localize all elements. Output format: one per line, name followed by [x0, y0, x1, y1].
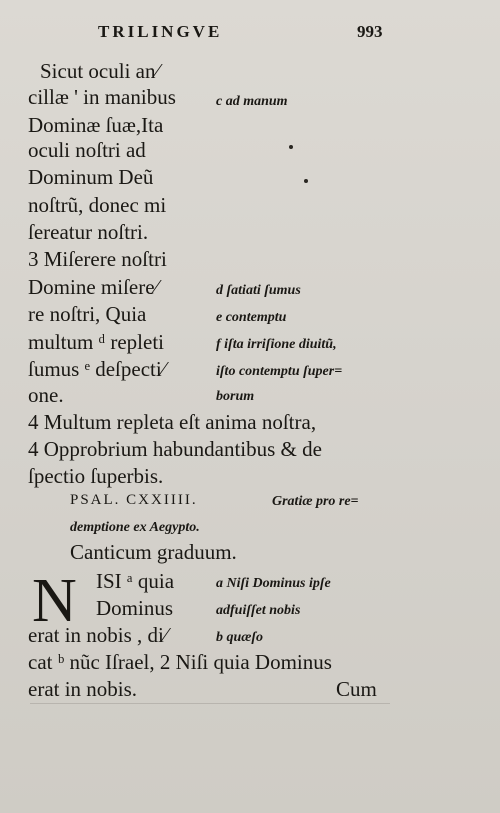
main-line: 4 Multum repleta eſt anima noſtra,	[28, 410, 317, 434]
psalm-line: Dominus	[96, 596, 174, 620]
main-line: 3 Miſerere noſtri	[28, 247, 167, 271]
margin-gloss: c ad manum	[216, 94, 288, 109]
psalm-gloss: a Niſi Dominus ipſe	[216, 576, 331, 591]
psalm-subtitle: Canticum graduum.	[70, 540, 237, 564]
margin-gloss: borum	[216, 389, 255, 404]
main-line: oculi noſtri ad	[28, 138, 146, 162]
main-line: re noſtri, Quia	[28, 302, 147, 326]
psalm-heading-note: demptione ex Aegypto.	[70, 520, 200, 535]
psalm-line: erat in nobis.	[28, 677, 138, 701]
main-line: ſereatur noſtri.	[28, 220, 149, 244]
margin-gloss: d ſatiati ſumus	[216, 283, 301, 298]
main-line: Dominæ ſuæ,Ita	[28, 113, 164, 137]
main-line: multum ᵈ repleti	[28, 330, 165, 354]
drop-cap: N	[32, 567, 77, 635]
psalm-gloss: adfuiſſet nobis	[216, 603, 301, 618]
catchword: Cum	[336, 677, 377, 701]
main-line: cillæ ' in manibus	[28, 85, 176, 109]
psalm-heading-note: Gratiæ pro re=	[272, 494, 359, 509]
psalm-heading: PSAL. CXXIIII.	[70, 492, 198, 508]
main-line: ſpectio ſuperbis.	[28, 464, 164, 488]
margin-gloss: iſto contemptu ſuper=	[216, 364, 343, 379]
main-line: 4 Opprobrium habundantibus & de	[28, 437, 322, 461]
psalm-line: cat ᵇ nũc Iſrael, 2 Niſi quia Dominus	[28, 650, 332, 674]
main-line: Domine miſere⁄	[28, 275, 159, 299]
page-number: 993	[357, 22, 383, 41]
main-line: Sicut oculi an⁄	[40, 59, 159, 83]
psalm-gloss: b quæſo	[216, 630, 264, 645]
margin-gloss: f iſta irriſione diuitũ,	[216, 337, 337, 352]
margin-gloss: e contemptu	[216, 310, 287, 325]
margin-dot	[304, 179, 308, 183]
margin-dot	[289, 145, 293, 149]
running-title: TRILINGVE	[98, 22, 223, 41]
bottom-bleed-line	[30, 703, 390, 704]
psalm-line: erat in nobis , di⁄	[28, 623, 168, 647]
main-line: ſumus ᵉ deſpecti⁄	[28, 357, 166, 381]
main-line: noſtrũ, donec mi	[28, 193, 167, 217]
main-line: one.	[28, 383, 64, 407]
psalm-line: ISI ᵃ quia	[96, 569, 175, 593]
main-line: Dominum Deũ	[28, 165, 154, 189]
